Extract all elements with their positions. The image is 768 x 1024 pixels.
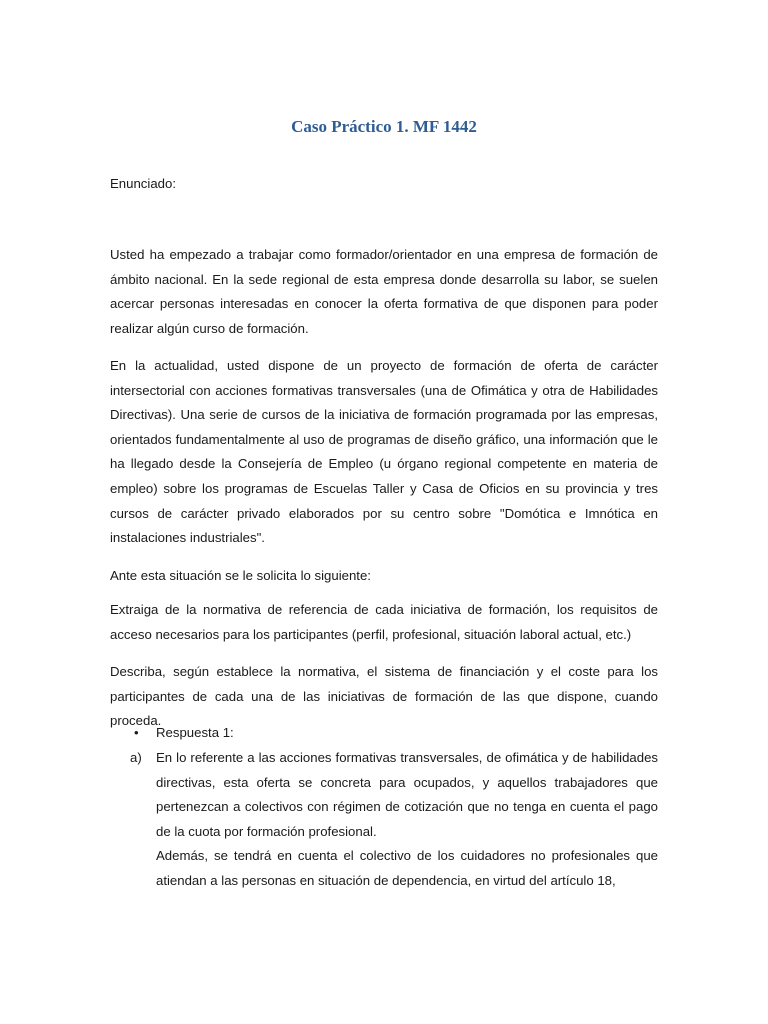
- document-title: Caso Práctico 1. MF 1442: [291, 117, 477, 136]
- list-item-a: [110, 746, 658, 894]
- paragraph-task-1: Extraiga de la normativa de referencia de cada iniciativa de formación, los requisitos de acceso necesarios para los participantes (perfil, profesional, situación laboral actual, etc.): [110, 602, 658, 642]
- enunciado-label: Enunciado:: [110, 176, 176, 191]
- list-item-a-continuation: Además, se tendrá en cuenta el colectivo de los cuidadores no profesionales que atiendan a las personas en situación de dependencia, en virtud del artículo 18,: [156, 848, 658, 888]
- paragraph-task-2: Describa, según establece la normativa, el sistema de financiación y el coste para los participantes de cada una de las iniciativas de formación de las que dispone, cuando proceda.: [110, 664, 658, 729]
- paragraph-intro: Usted ha empezado a trabajar como formador/orientador en una empresa de formación de ámbito nacional. En la sede regional de esta empresa donde desarrolla su labor, se suelen acercar personas interesadas en conocer la oferta formativa de que disponen para poder realizar algún curso de formación.: [110, 247, 658, 336]
- bullet-icon: •: [134, 725, 139, 740]
- answer-label: Respuesta 1:: [156, 725, 234, 740]
- list-item-a-text: En lo referente a las acciones formativas transversales, de ofimática y de habilidades directivas, esta oferta se concreta para ocupados, y aquellos trabajadores que pertenezcan a colectivos con régimen de cotización que no tenga en cuenta el pago de la cuota por formación profesional.: [156, 750, 658, 839]
- list-marker: a): [130, 750, 142, 765]
- paragraph-request: Ante esta situación se le solicita lo siguiente:: [110, 568, 371, 583]
- paragraph-situation: En la actualidad, usted dispone de un proyecto de formación de oferta de carácter intersectorial con acciones formativas transversales (una de Ofimática y otra de Habilidades Directivas). Una serie de cursos de la iniciativa de formación programada por las empresas, orientados fundamentalmente al uso de programas de diseño gráfico, una información que le ha llegado desde la Consejería de Empleo (u órgano regional competente en materia de empleo) sobre los programas de Escuelas Taller y Casa de Oficios en su provincia y tres cursos de carácter privado elaborados por su centro sobre "Domótica e Imnótica en instalaciones industriales".: [110, 358, 658, 546]
